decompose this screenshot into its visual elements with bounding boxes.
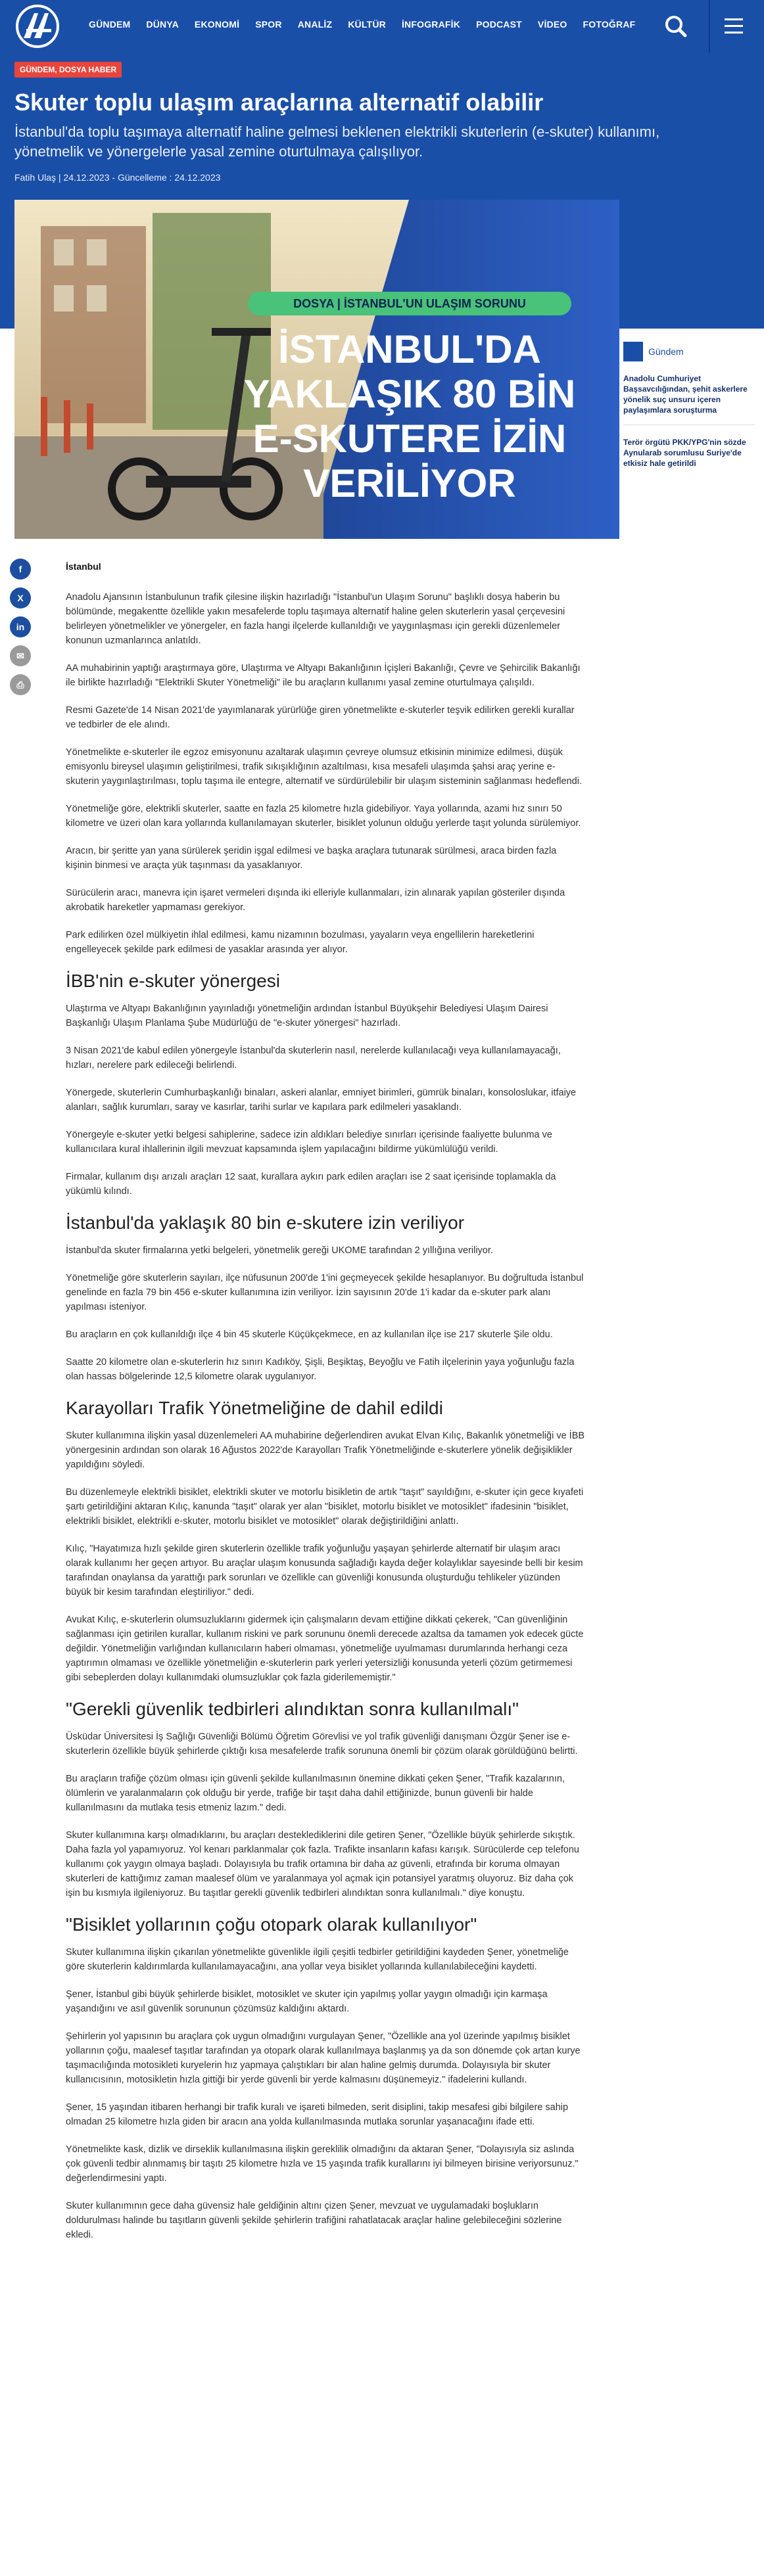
article-paragraph: Şener, 15 yaşından itibaren herhangi bir trafik kuralı ve işareti bilmeden, serit disiplini, takip mesafesi gibi bilgilere sahip olmadan 25 kilometre hızla giden bir aracın ana yolda kullanılmasında mutlaka sorunlar yaşanacağını ifade etti. [66, 2102, 569, 2127]
article-paragraph: Bu araçların trafiğe çözüm olması için güvenli şekilde kullanılmasının önemine dikkati çeken Şener, "Trafik kazalarının, ölümlerin ve yaralanmaların çok olduğu bir yerde, trafiğe bir taşıt daha dahil ettiğinizde, bunun güvenli bir halde kullanılmasını da mutlaka tesis etmeniz lazım." dedi. [66, 1774, 565, 1813]
nav-item-spor[interactable]: SPOR [255, 19, 282, 30]
article-paragraph: Yönergede, skuterlerin Cumhurbaşkanlığı binaları, askeri alanlar, emniyet birimleri, gümrük binaları, konsoloslukar, itfaiye alanları, sağlık kurumları, saray ve kasırlar, tarihi surlar ve kapılara park edilmeleri yasaklandı. [66, 1088, 577, 1113]
print-icon[interactable]: ⎙ [10, 674, 31, 695]
article-title: Skuter toplu ulaşım araçlarına alternatif olabilir [14, 89, 544, 116]
article-paragraph: Üsküdar Üniversitesi İş Sağlığı Güvenliği Bölümü Öğretim Görevlisi ve yol trafik güvenliği danışmanı Özgür Şener ise e-skuterlerin özellikle büyük şehirlerde çıktığı kısa mesafelerde trafik sorununa önemli bir çözüm olarak görüldüğünü belirtti. [66, 1732, 578, 1757]
article-subtitle: İstanbul'da toplu taşımaya alternatif haline gelmesi beklenen elektrikli skuterlerin (e-skuter) kullanımı, yönetmelik ve yönergelerle yasal zemine oturtulmaya çalışılıyor. [14, 124, 660, 160]
article-paragraph: Aracın, bir şeritte yan yana sürülerek şeridin işgal edilmesi ve başka araçlara tutunarak sürülmesi, araca birden fazla kişinin binmesi ve araçta yük taşınması da yasaklanıyor. [66, 846, 557, 871]
section-heading: "Gerekli güvenlik tedbirleri alındıktan sonra kullanılmalı" [66, 1699, 519, 1719]
article-paragraph: Firmalar, kullanım dışı arızalı araçları 12 saat, kurallara aykırı park edilen araçları ise 2 saat içerisinde toplamakla da yükümlü kılındı. [66, 1172, 556, 1197]
top-navigation [0, 0, 764, 53]
article-paragraph: Şehirlerin yol yapısının bu araçlara çok uygun olmadığını vurgulayan Şener, "Özellikle ana yol üzerinde yapılmış bisiklet yollarının çoğu, maalesef taşıtlar tarafından ya otopark olarak kullanılmaya başlanmış ya da son dönemde çok artan kurye taşımacılığında motosikleti kuryelerin hız yapmaya çalıştıkları bir alan haline gelmiş durumda. Dolayısıyla bir skuter kullanıcısının, motosikletin hızla gittiği bir yerde güvenli bir yerde kalmasını düşünemeyiz." ifadelerini kullandı. [66, 2031, 581, 2085]
hero-headline-2: YAKLAŞIK 80 BİN [243, 372, 576, 416]
email-icon[interactable]: ✉ [10, 645, 31, 666]
nav-item-infografik[interactable]: İNFOGRAFİK [401, 19, 461, 30]
article-paragraph: Yönergeyle e-skuter yetki belgesi sahiplerine, sadece izin aldıkları belediye sınırları içerisinde faaliyette bulunma ve kullanıcılara kural ihlallerinin ilgili mevzuat kapsamında işlem yapılacağını bildirme yükümlülüğü verildi. [66, 1130, 552, 1155]
article-paragraph: AA muhabirinin yaptığı araştırmaya göre, Ulaştırma ve Altyapı Bakanlığının İçişleri Bakanlığı, Çevre ve Şehircilik Bakanlığı ile birlikte hazırladığı "Elektrikli Skuter Yönetmeliği" ile bu araçların kullanımı yasal zemine oturtulmaya çalışıldı. [66, 663, 581, 688]
hero-headline-1: İSTANBUL'DA [278, 327, 541, 371]
article-meta: Fatih Ulaş | 24.12.2023 - Güncelleme : 24.12.2023 [14, 172, 221, 183]
article-paragraph: Şener, İstanbul gibi büyük şehirlerde bisiklet, motosiklet ve skuter için yapılmış yollar yaygın olmadığı için karmaşa yaşandığını ve asıl güvenlik sorununun çözümsüz kaldığını aktardı. [66, 1989, 548, 2014]
hero-image [14, 200, 619, 539]
article-paragraph: Skuter kullanımına ilişkin yasal düzenlemeleri AA muhabirine değerlendiren avukat Elvan Kılıç, Bakanlık yönetmeliği ve İBB yönergesinin ardından son olarak 16 Ağustos 2022'de Karayolları Trafik Yönetmeliğinde e-skuterlere yönelik değişiklikler yapıldığını söyledi. [66, 1431, 585, 1470]
article-paragraph: Ulaştırma ve Altyapı Bakanlığının yayınladığı yönetmeliğin ardından İstanbul Büyükşehir Belediyesi Ulaşım Dairesi Başkanlığı Ulaşım Planlama Şube Müdürlüğü de "e-skuter yönergesi" hazırladı. [66, 1003, 548, 1028]
nav-item-analiz[interactable]: ANALİZ [297, 19, 333, 30]
aa-logo[interactable] [14, 4, 60, 49]
article-paragraph: Yönetmeliğe göre, elektrikli skuterler, saatte en fazla 25 kilometre hızla gidebiliyor. Yaya yollarında, azami hız sınırı 50 kilometre ve üzeri olan kara yollarında kullanılamayan skuterler, bisiklet yolunun olduğu yerlerde taşıt yolunda sürülemiyor. [66, 804, 581, 829]
article-paragraph: Yönetmelikte e-skuterler ile egzoz emisyonunu azaltarak ulaşımın çevreye olumsuz etkisinin minimize edilmesi, düşük emisyonlu bireysel ulaşımın geliştirilmesi, trafik sıkışıklığının azaltılması, kısa mesafeli ulaşımda şahsi araç yerine e-skuterin yaygınlaştırılması, toplu taşıma ile entegre, alternatif ve sürdürülebilir bir ulaşım sisteminin sağlanması hedeflendi. [66, 747, 582, 787]
article-paragraph: Anadolu Ajansının İstanbulunun trafik çilesine ilişkin hazırladığı "İstanbul'un Ulaşım Sorunu" başlıklı dosya haberin bu bölümünde, megakentte özellikle yakın mesafelerde toplu taşımaya alternatif haline gelen skuterlerin yasal çerçevesini belirleyen yönetmelikler ve yönergeler, en fazla hangi ilçelerde kullanıldığı ve yaygınlaşması için gerekli düzenlemeler konunun uzmanlarınca anlatıldı. [66, 592, 565, 646]
article-paragraph: Yönetmeliğe göre skuterlerin sayıları, ilçe nüfusunun 200'de 1'ini geçmeyecek şekilde hesaplanıyor. Bu doğrultuda İstanbul genelinde en fazla 79 bin 456 e-skuter kullanımına izin veriliyor. İzin sayısının 20'de 1'i kadar da e-skuter park alanı yapılması isteniyor. [66, 1273, 584, 1312]
sidebar-header [623, 342, 755, 361]
article-paragraph: Avukat Kılıç, e-skuterlerin olumsuzluklarını gidermek için çalışmaların devam ettiğine dikkati çekerek, "Can güvenliğinin sağlanması için getirilen kurallar, kullanım riskini ve park sorununu önemli derecede azaltsa da tamamen yok edecek gücte değildir. Yönetmeliğin varlığından kullanıcıların haberi olmaması, yönetmeliğe uyulmaması durumlarında herhangi ceza yaptırımın olmaması ve özellikle yönetmeliğin e-skuterlerin park yerleri yetersizliği konusunda yeterli çözüm getirmemesi gibi sebeplerden dolayı kullanımdaki olumsuzluklar çok fazla giderilememiştir." [66, 1615, 584, 1683]
x-icon[interactable]: X [10, 587, 31, 609]
article-paragraph: Saatte 20 kilometre olan e-skuterlerin hız sınırı Kadıköy, Şişli, Beşiktaş, Beyoğlu ve Fatih ilçelerinin yaya yoğunluğu fazla olan hassas bölgelerinde 12,5 kilometre olarak uygulanıyor. [66, 1357, 575, 1382]
article-paragraph: İstanbul'da skuter firmalarına yetki belgeleri, yönetmelik gereği UKOME tarafından 2 yıllığına veriliyor. [66, 1245, 493, 1256]
nav-item-video[interactable]: VİDEO [537, 19, 567, 30]
article-paragraph: Skuter kullanımının gece daha güvensiz hale geldiğinin altını çizen Şener, mevzuat ve uygulamadaki boşlukların doldurulması halinde bu taşıtların güvenli şekilde şehirlerin trafiğini rahatlatacak araçlar haline gelebileceğini sözlerine ekledi. [66, 2201, 562, 2240]
main-menu [89, 19, 635, 30]
sidebar-news-item[interactable]: Terör örgütü PKK/YPG'nin sözde Aynularab sorumlusu Suriye'de etkisiz hale getirildi [623, 438, 746, 468]
article-paragraph: Park edilirken özel mülkiyetin ihlal edilmesi, kamu nizamının bozulması, yayaların veya engellilerin hareketlerini engelleyecek şekilde park edilmesi de yasaklar arasında yer alıyor. [66, 930, 535, 955]
share-bar [10, 559, 31, 695]
sidebar-mark-icon [623, 342, 643, 361]
hero-tag: DOSYA | İSTANBUL'UN ULAŞIM SORUNU [293, 297, 526, 310]
article-body [66, 561, 585, 2255]
article-paragraph: Skuter kullanımına ilişkin çıkarılan yönetmelikte güvenlikle ilgili çeşitli tedbirler getirildiğini kaydeden Şener, yönetmeliğe göre skuterlerin kaldırımlarda kullanılamayacağını, ana yollar veya bisiklet yollarında kullanılabileceğini kaydetti. [66, 1947, 569, 1972]
hero-headline-3: E-SKUTERE İZİN [252, 417, 567, 461]
hamburger-menu-icon[interactable] [715, 11, 752, 42]
article-location: İstanbul [66, 561, 101, 572]
search-icon[interactable] [660, 11, 692, 42]
article-paragraph: Sürücülerin aracı, manevra için işaret vermeleri dışında iki elleriyle kullanmaları, izin alınarak yapılan gösteriler dışında akrobatik hareketler yapmaması gerekiyor. [66, 888, 565, 913]
section-heading: İstanbul'da yaklaşık 80 bin e-skutere izin veriliyor [66, 1212, 465, 1233]
article-content [66, 590, 585, 2242]
category-badge[interactable]: GÜNDEM, DOSYA HABER [14, 62, 122, 78]
article-paragraph: Resmi Gazete'de 14 Nisan 2021'de yayımlanarak yürürlüğe giren yönetmelikte e-skuterler teşvik edilirken gerekli kurallar ve tedbirler de ele alındı. [66, 705, 575, 730]
hero-headline-4: VERİLİYOR [303, 461, 516, 505]
article-paragraph: Bu araçların en çok kullanıldığı ilçe 4 bin 45 skuterle Küçükçekmece, en az kullanılan ilçe ise 217 skuterle Şile oldu. [66, 1329, 553, 1340]
article-paragraph: 3 Nisan 2021'de kabul edilen yönergeyle İstanbul'da skuterlerin nasıl, nerelerde kullanılacağı veya kullanılamayacağı, hızları, nerelere park edileceği belirlendi. [66, 1046, 561, 1070]
article-paragraph: Bu düzenlemeyle elektrikli bisiklet, elektrikli skuter ve motorlu bisikletin de artık "taşıt" sayıldığını, e-skuter için gece kıyafeti şartı getirildiğini aktaran Kılıç, kanunda "taşıt" olarak yer alan "bisiklet, motorlu bisiklet ve motosiklet" ifadesinin "bisiklet, elektrikli bisiklet, elektrikli e-skuter, motorlu bisiklet ve motosiklet" olarak değiştirildiğini anlattı. [66, 1487, 584, 1527]
hero-illustration [14, 200, 619, 539]
article-paragraph: Kılıç, "Hayatımıza hızlı şekilde giren skuterlerin özellikle trafik yoğunluğu yaşayan şehirlerde alternatif bir ulaşım aracı olarak kullanımı her geçen artıyor. Bu araçlar ulaşım konusunda sağladığı kayda değer kolaylıklar sayesinde belli bir kesim tarafından onaylansa da yarattığı park sorunları ve özellikle can güvenliği konusunda oluşturduğu tehlikeler yüzünden büyük bir kesim tarafından eleştiriliyor." dedi. [66, 1544, 583, 1598]
nav-item-kultur[interactable]: KÜLTÜR [348, 19, 386, 30]
sidebar-gundem [623, 342, 755, 469]
section-heading: "Bisiklet yollarının çoğu otopark olarak kullanılıyor" [66, 1914, 477, 1935]
sidebar-news-item[interactable]: Anadolu Cumhuriyet Başsavcılığından, şehit askerlere yönelik suç unsuru içeren paylaşımlara soruşturma [623, 374, 748, 415]
nav-item-podcast[interactable]: PODCAST [476, 19, 522, 30]
nav-item-fotograf[interactable]: FOTOĞRAF [583, 19, 636, 30]
article-paragraph: Yönetmelikte kask, dizlik ve dirseklik kullanılmasına ilişkin gereklilik olmadığını da aktaran Şener, "Dolayısıyla siz aslında çok güvenli tedbir alınmamış bir taşıtı 25 kilometre hızla ve 15 yaşında trafik kurallarını iyi bilmeyen birisine veriyorsunuz." değerlendirmesini yaptı. [66, 2144, 579, 2184]
sidebar-title[interactable]: Gündem [648, 346, 684, 357]
facebook-icon[interactable]: f [10, 559, 31, 580]
article-paragraph: Skuter kullanımına karşı olmadıklarını, bu araçları desteklediklerini dile getiren Şener, "Özellikle büyük şehirlerde sıkıştık. Daha fazla yol yapamıyoruz. Yol kenarı parklanmalar çok fazla. Trafikte insanların kafası karışık. Sürücülerde cep telefonu kullanımı çok yaygın olmaya başladı. Dolayısıyla bu trafik ortamına bir daha az güvenli, etrafında bir koruma olmayan skuterleri de kattığımız zaman maalesef ölüm ve yaralanmaya yol açmak için potansiyel yaratmış oluyoruz. Biz daha çok işin bu kısmıyla ilgileniyoruz. Bu taşıtlar gerekli güvenlik tedbirleri alındıktan sonra kullanılmalı." diye konuştu. [66, 1830, 579, 1898]
nav-item-gundem[interactable]: GÜNDEM [89, 19, 131, 30]
section-heading: Karayolları Trafik Yönetmeliğine de dahil edildi [66, 1398, 443, 1418]
section-heading: İBB'nin e-skuter yönergesi [66, 971, 280, 991]
nav-item-dunya[interactable]: DÜNYA [146, 19, 179, 30]
linkedin-icon[interactable]: in [10, 616, 31, 637]
nav-divider [709, 0, 710, 53]
nav-item-ekonomi[interactable]: EKONOMİ [194, 19, 240, 30]
